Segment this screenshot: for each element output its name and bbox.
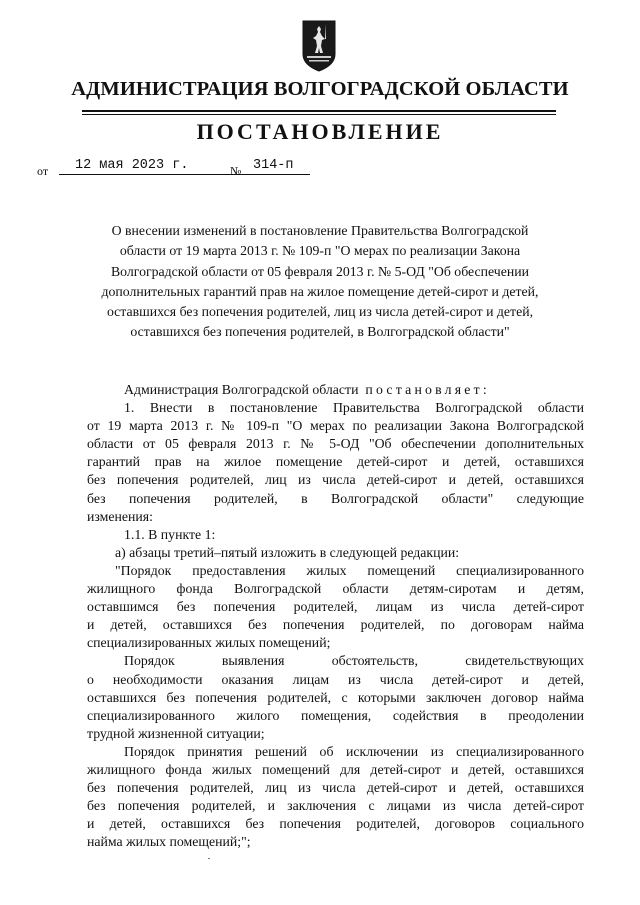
coat-of-arms-emblem [302, 20, 336, 72]
body-line: специализированных жилых помещений; [87, 635, 331, 651]
header-rule-thick [82, 110, 556, 112]
body-line: Порядок принятия решений об исключении из специализированного [124, 743, 584, 759]
body-line: о необходимости оказания лицам из числа детей-сирот и детей, [87, 671, 584, 687]
body-line: без попечения родителей, в Волгоградской области" следующие [87, 490, 584, 506]
body-line: оставшимся без попечения родителей, лицам из числа детей-сирот [87, 599, 584, 615]
body-line: специализированного жилого помещения, содействия в преодолении [87, 707, 584, 723]
number-underline [248, 174, 310, 175]
body-line: Порядок выявления обстоятельств, свидетельствующих [124, 653, 584, 669]
subject-line: оставшихся без попечения родителей, лиц из числа детей-сирот и детей, [106, 304, 534, 320]
subject-line: области от 19 марта 2013 г. № 109-п "О мерах по реализации Закона [119, 243, 521, 259]
preamble-text: Администрация Волгоградской области [124, 382, 359, 397]
document-subject [70, 221, 570, 343]
body-line: области от 05 февраля 2013 г. № 5-ОД "Об обеспечении дополнительных [87, 436, 584, 452]
subject-line: О внесении изменений в постановление Правительства Волгоградской [111, 223, 529, 238]
body-line: изменения: [87, 508, 153, 524]
body-line: и детей, оставшихся без попечения родителей, договоров социального [87, 816, 584, 832]
body-line: найма жилых помещений;"; [87, 834, 251, 850]
body-line: оставшихся без попечения родителей, с которыми заключен договор найма [87, 689, 584, 705]
subject-line: Волгоградской области от 05 февраля 2013 г. № 5-ОД "Об обеспечении [110, 263, 530, 279]
body-line: а) абзацы третий–пятый изложить в следующей редакции: [115, 544, 460, 560]
body-line: без попечения родителей, лиц из числа детей-сирот и детей, оставшихся [87, 472, 584, 488]
preamble-verb: постановляет: [365, 382, 490, 397]
body-line: гарантий прав на жилое помещение детей-сирот и детей, оставшихся [87, 454, 584, 470]
header-rule-thin [82, 114, 556, 115]
body-line: трудной жизненной ситуации; [87, 725, 265, 741]
document-date: 12 мая 2023 г. [75, 158, 189, 173]
body-line: без попечения родителей, лиц из числа детей-сирот и детей, оставшихся [87, 780, 584, 796]
document-type-title: ПОСТАНОВЛЕНИЕ [196, 119, 444, 144]
body-line: жилищного фонда жилых помещений для детей-сирот и детей, оставшихся [87, 761, 584, 777]
decree-preamble [87, 381, 584, 399]
scan-speck [208, 858, 210, 859]
number-sign-label: № [230, 164, 242, 178]
date-prefix-label: от [37, 164, 49, 178]
organization-name: АДМИНИСТРАЦИЯ ВОЛГОГРАДСКОЙ ОБЛАСТИ [71, 78, 569, 100]
body-line: и детей, оставшихся без попечения родителей, по договорам найма [87, 617, 584, 633]
body-line: "Порядок предоставления жилых помещений специализированного [115, 562, 584, 578]
date-number-line [37, 158, 337, 182]
body-line: 1. Внести в постановление Правительства Волгоградской области [124, 400, 584, 416]
subject-line: дополнительных гарантий прав на жилое помещение детей-сирот и детей, [101, 283, 539, 299]
subject-line: оставшихся без попечения родителей, в Волгоградской области" [130, 324, 510, 340]
body-line: от 19 марта 2013 г. № 109-п "О мерах по реализации Закона Волгоградской [87, 418, 584, 434]
body-line: без попечения родителей, и заключения с лицами из числа детей-сирот [87, 798, 584, 814]
document-body [87, 381, 584, 851]
document-number: 314-п [253, 158, 294, 173]
body-line: жилищного фонда Волгоградской области детям-сиротам и детям, [87, 581, 584, 597]
body-line: 1.1. В пункте 1: [124, 526, 216, 542]
date-underline [59, 174, 254, 175]
